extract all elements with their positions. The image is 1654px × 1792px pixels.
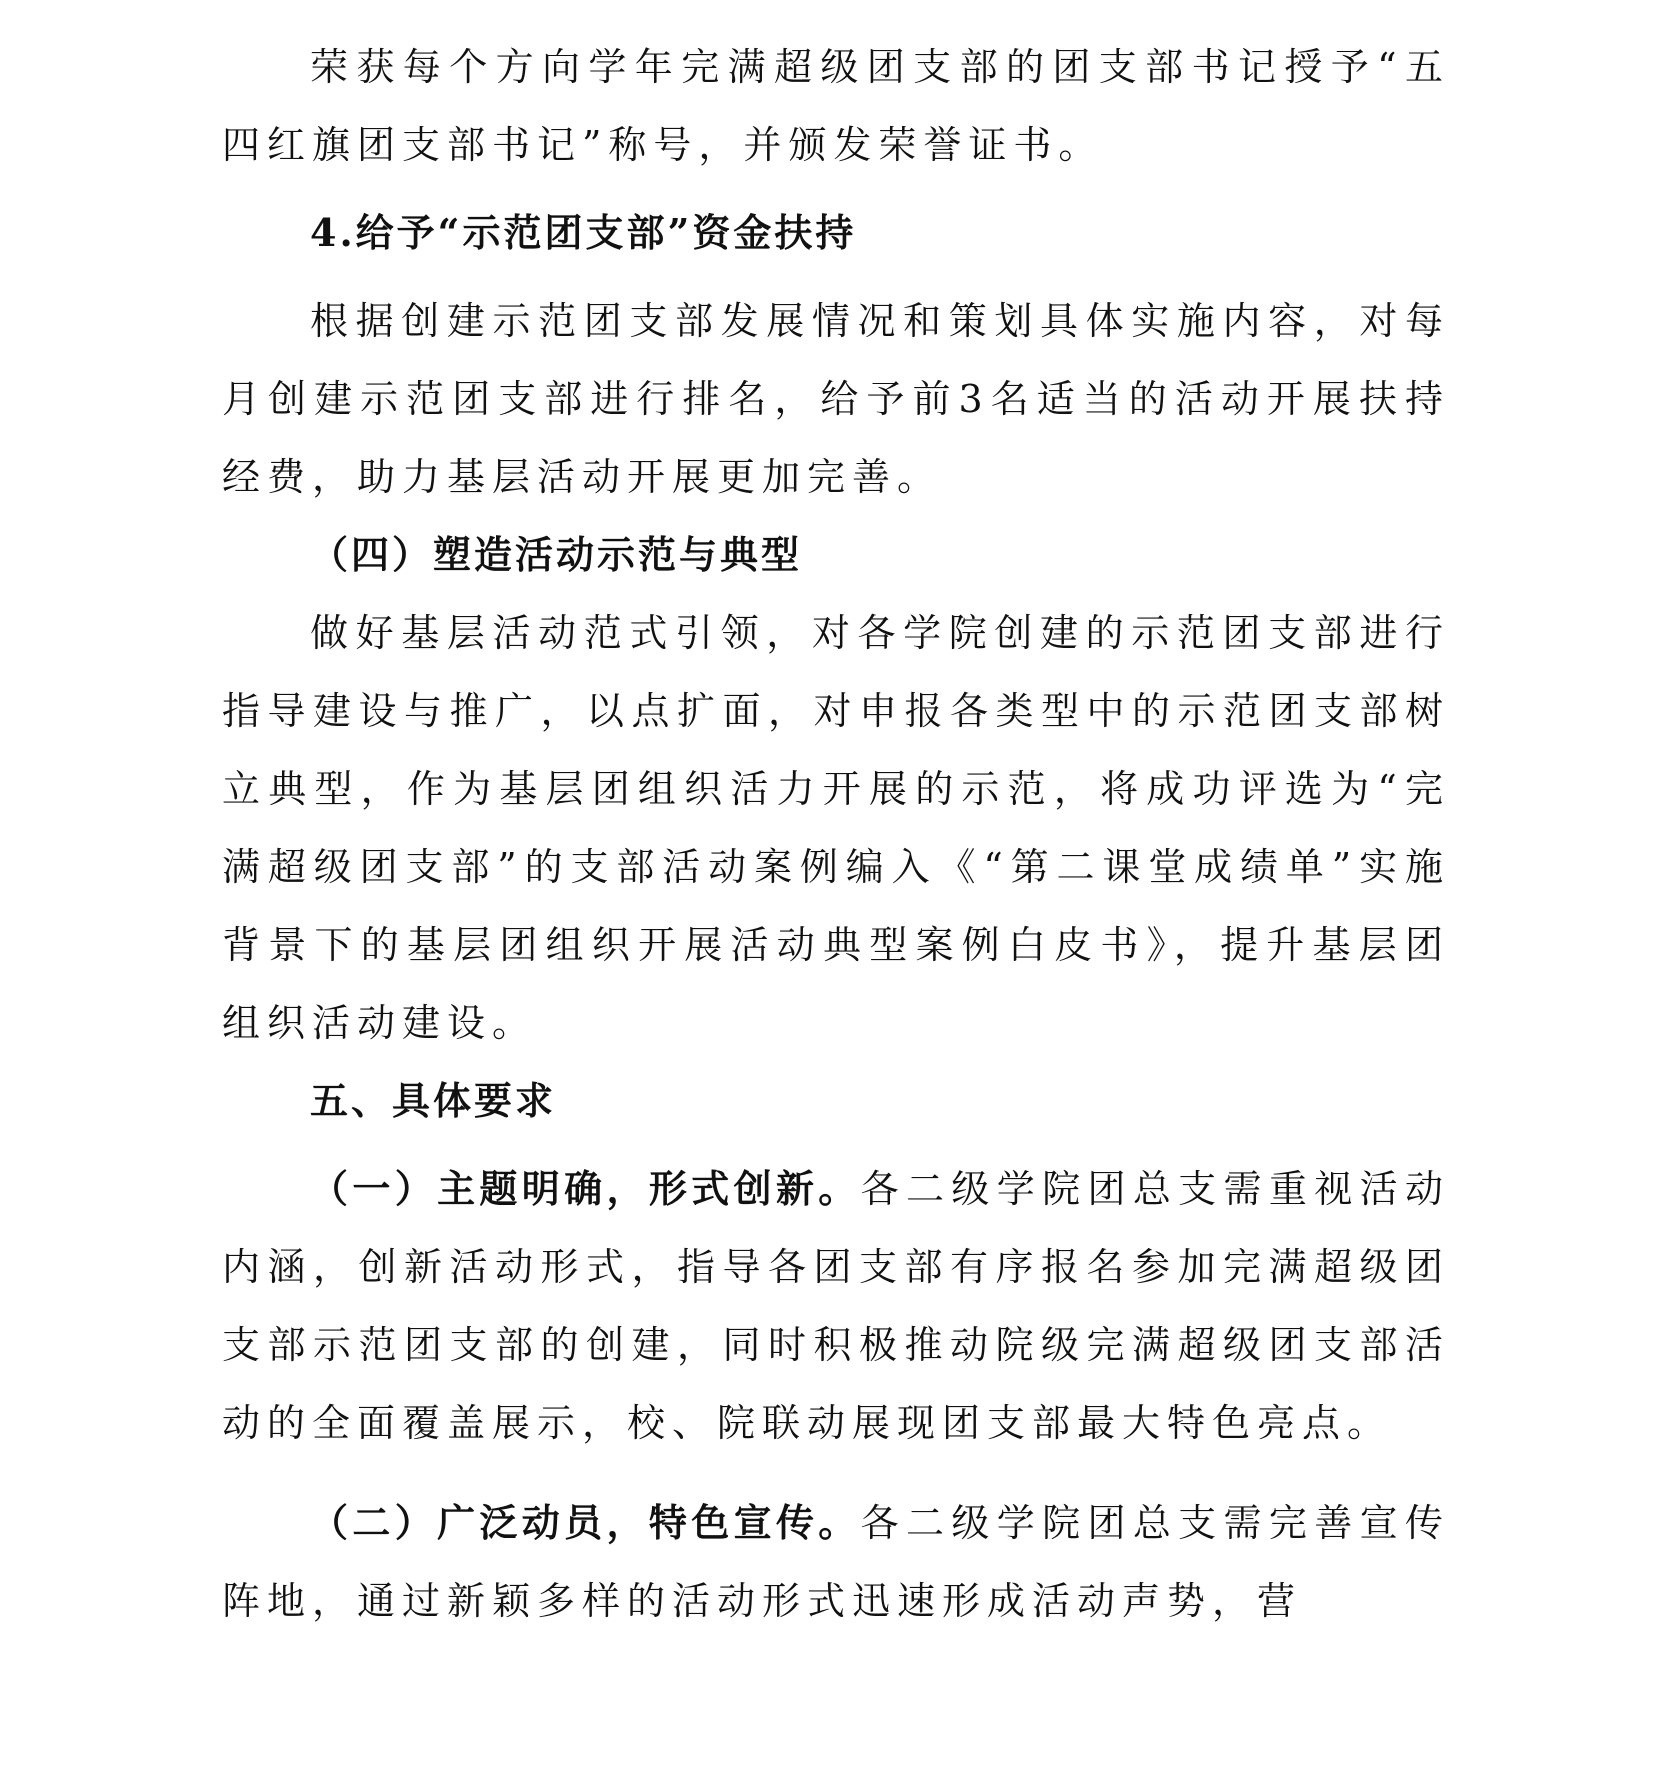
- paragraph-mobilization-publicity-lead: （二）广泛动员，特色宣传。: [310, 1500, 861, 1545]
- paragraph-mobilization-publicity-body: 各二级学院团总支需完善宣传阵地，通过新颖多样的活动形式迅速形成活动声势，营: [222, 1501, 1450, 1623]
- heading-specific-requirements: 五、具体要求: [310, 1078, 557, 1123]
- paragraph-demonstration-guidance: 做好基层活动范式引领，对各学院创建的示范团支部进行指导建设与推广，以点扩面，对申报各类型中的示范团支部树立典型，作为基层团组织活力开展的示范，将成功评选为“完满超级团支部”的支部活动案例编入《“第二课堂成绩单”实施背景下的基层团组织开展活动典型案例白皮书》，提升基层团组织活动建设。: [222, 611, 1450, 1045]
- paragraph-funding-ranking: 根据创建示范团支部发展情况和策划具体实施内容，对每月创建示范团支部进行排名，给予前3名适当的活动开展扶持经费，助力基层活动开展更加完善。: [222, 299, 1450, 499]
- heading-demonstration-typical: （四）塑造活动示范与典型: [310, 532, 803, 577]
- heading-funding-support: 4.给予“示范团支部”资金扶持: [310, 210, 857, 255]
- paragraph-theme-innovation: [222, 1150, 1450, 1462]
- paragraph-theme-innovation-lead: （一）主题明确，形式创新。: [310, 1166, 861, 1211]
- paragraph-award-secretary: 荣获每个方向学年完满超级团支部的团支部书记授予“五四红旗团支部书记”称号，并颁发荣誉证书。: [222, 45, 1450, 167]
- paragraph-theme-innovation-body: 各二级学院团总支需重视活动内涵，创新活动形式，指导各团支部有序报名参加完满超级团支部示范团支部的创建，同时积极推动院级完满超级团支部活动的全面覆盖展示，校、院联动展现团支部最大特色亮点。: [222, 1167, 1450, 1445]
- document-page: [222, 28, 1450, 1640]
- paragraph-mobilization-publicity: [222, 1484, 1450, 1640]
